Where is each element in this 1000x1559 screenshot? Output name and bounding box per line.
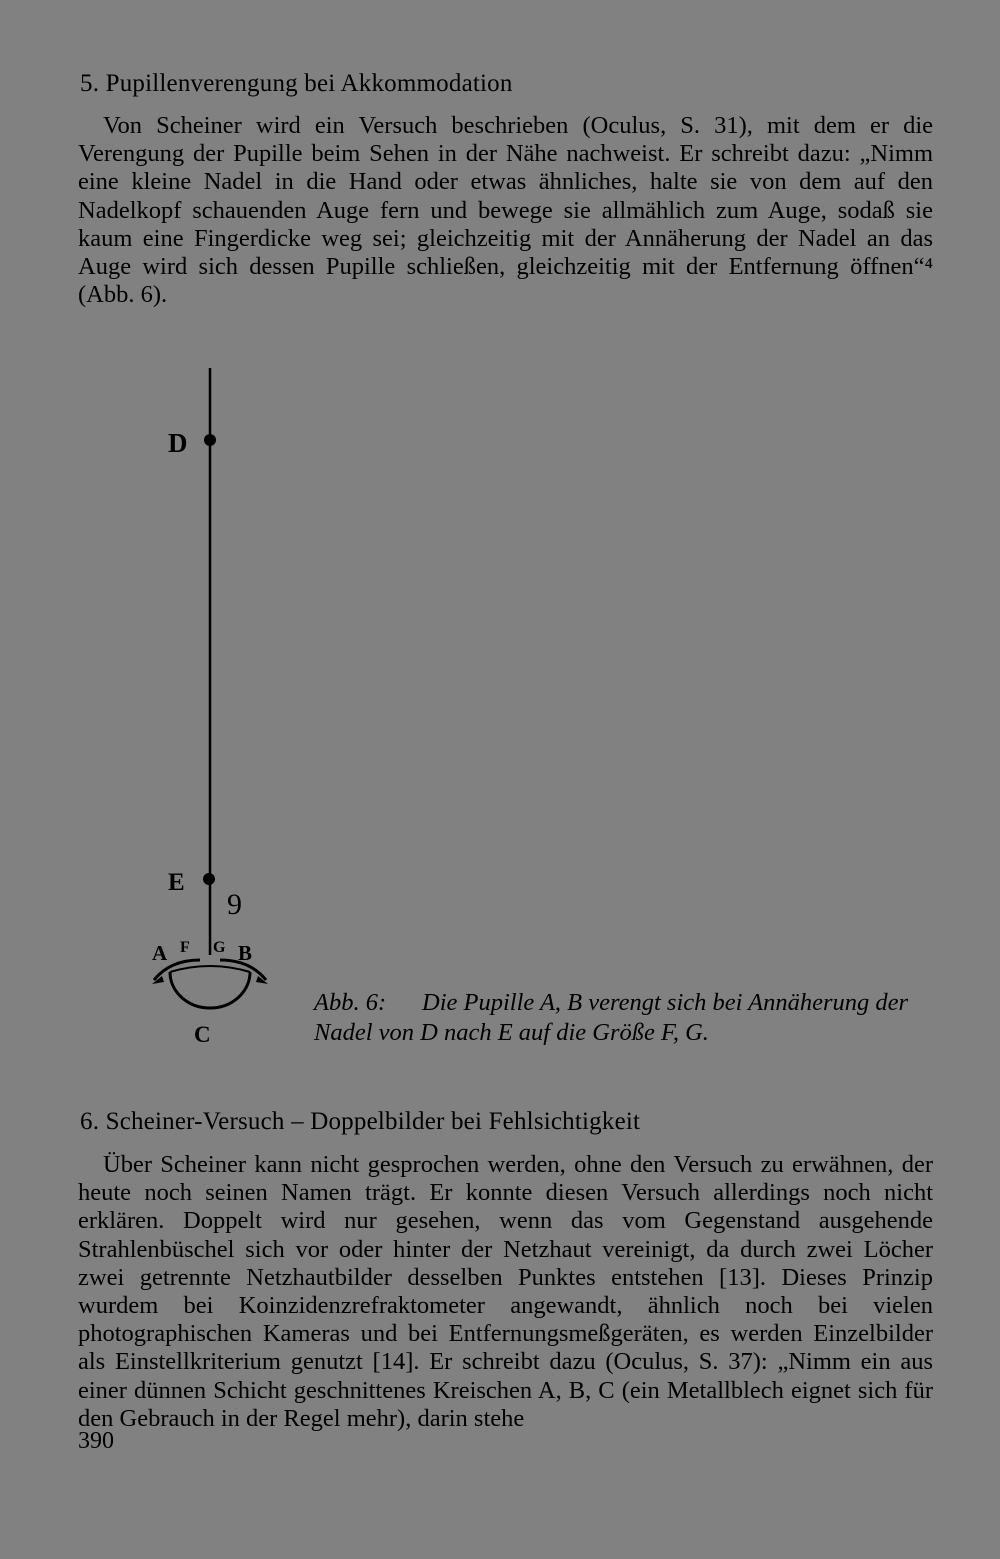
label-a: A [152,941,168,965]
pupil-diagram [140,360,280,1060]
section-5-heading: 5. Pupillenverengung bei Akkommodation [80,70,513,97]
label-b: B [238,941,253,965]
page-number: 390 [78,1428,114,1454]
label-c: C [194,1022,211,1047]
label-nine: 9 [227,888,242,921]
section-6-paragraph: Über Scheiner kann nicht gesprochen werden, ohne den Versuch zu erwähnen, der heute noch seinen Namen trägt. Er konnte diesen Versuch allerdings noch nicht erklären. Doppelt wird nur gesehen, wenn das vom Gegenstand ausgehende Strahlenbüschel sich vor oder hinter der Netzhaut vereinigt, da durch zwei Löcher zwei getrennte Netzhautbilder desselben Punktes entstehen [13]. Dieses Prinzip wurdem bei Koinzidenzrefraktometer angewandt, ähnlich noch bei vielen photographischen Kameras und bei Entfernungsmeßgeräten, es werden Einzelbilder als Einstellkriterium genutzt [14]. Er schreibt dazu (Oculus, S. 37): „Nimm ein aus einer dünnen Schicht geschnittenes Kreischen A, B, C (ein Metallblech eignet sich für den Gebrauch in der Regel mehr), darin stehe [78,1151,933,1432]
label-g: G [213,939,226,956]
pupil-line [170,966,250,972]
point-d-dot [204,434,216,446]
figure-6 [140,360,280,1060]
figure-6-caption [314,988,934,1048]
section-5-paragraph: Von Scheiner wird ein Versuch beschrieben (Oculus, S. 31), mit dem er die Verengung der Pupille beim Sehen in der Nähe nachweist. Er schreibt dazu: „Nimm eine kleine Nadel in die Hand oder etwas ähnliches, halte sie von dem auf den Nadelkopf schauenden Auge fern und bewege sie allmählich zum Auge, sodaß sie kaum eine Fingerdicke weg sei; gleichzeitig mit der Annäherung der Nadel an das Auge wird sich dessen Pupille schließen, gleichzeitig mit der Entfernung öffnen“⁴ (Abb. 6). [78,112,933,309]
label-d: D [168,428,188,458]
eyeball-outline [170,972,250,1008]
section-6-heading: 6. Scheiner-Versuch – Doppelbilder bei Fehlsichtigkeit [80,1108,641,1135]
caption-label: Abb. 6: [314,989,387,1016]
label-e: E [168,869,185,896]
point-e-dot [203,873,215,885]
label-f: F [180,939,190,956]
caption-text: Die Pupille A, B verengt sich bei Annäherung der Nadel von D nach E auf die Größe F, G. [314,989,909,1046]
